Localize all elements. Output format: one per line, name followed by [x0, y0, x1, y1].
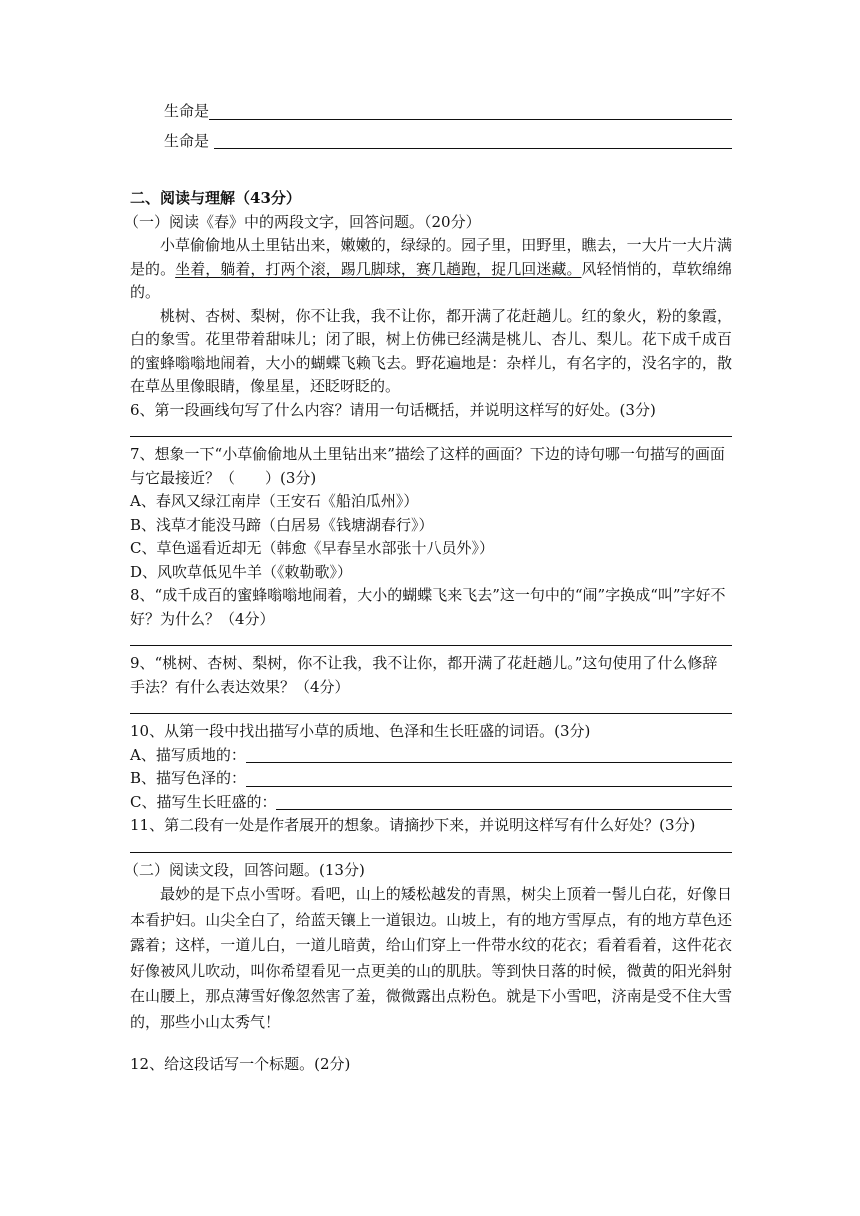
section-title: 二、阅读与理解（43分）: [130, 189, 301, 207]
question-12: 12、给这段话写一个标题。(2分): [130, 1055, 351, 1073]
q7-option-d[interactable]: D、风吹草低见牛羊（《敕勒歌》）: [130, 562, 353, 581]
part1-heading: （一）阅读《春》中的两段文字，回答问题。（20分）: [124, 212, 481, 231]
question-7: 7、想象一下“小草偷偷地从土里钻出来”描绘了这样的画面？下边的诗句哪一句描写的画面与它最接近？（ ）(3分): [130, 445, 725, 487]
q10-item-label: B、描写色泽的：: [130, 769, 247, 787]
question-9: 9、“桃树、杏树、梨树，你不让我，我不让你，都开满了花赶趟儿。”这句使用了什么修辞手法？有什么表达效果？（4分）: [130, 654, 718, 696]
answer-line-q6[interactable]: [130, 422, 732, 437]
answer-line-q11[interactable]: [130, 838, 732, 853]
answer-line-q9[interactable]: [130, 699, 732, 714]
question-11: 11、第二段有一处是作者展开的想象。请摘抄下来，并说明这样写有什么好处？(3分): [130, 816, 696, 834]
q10-item-label: C、描写生长旺盛的：: [130, 792, 277, 811]
q10-item-b[interactable]: [130, 767, 732, 791]
blank-line[interactable]: [276, 791, 732, 810]
passage-para-2: 桃树、杏树、梨树，你不让我，我不让你，都开满了花赶趟儿。红的象火，粉的象霞，白的象雪。花里带着甜味儿；闭了眼，树上仿佛已经满是桃儿、杏儿、梨儿。花下成千成百的蜜蜂嗡嗡地闹着，大小的蝴蝶飞赖飞去。野花遍地是：杂样儿，有名字的，没名字的，散在草丛里像眼睛，像星星，还眨呀眨的。: [130, 306, 732, 395]
blank-line[interactable]: [209, 101, 732, 120]
para1-underlined-sentence: 坐着，躺着，打两个滚，踢几脚球，赛几趟跑，捉几回迷藏。: [175, 259, 582, 278]
passage-part2: 最妙的是下点小雪呀。看吧，山上的矮松越发的青黑，树尖上顶着一髻儿白花，好像日本看护妇。山尖全白了，给蓝天镶上一道银边。山坡上，有的地方雪厚点，有的地方草色还露着；这样，一道儿白，一道儿暗黄，给山们穿上一件带水纹的花衣；看着看着，这件花衣好像被风儿吹动，叫你希望看见一点更美的山的肌肤。等到快日落的时候，微黄的阳光斜射在山腰上，那点薄雪好像忽然害了羞，微微露出点粉色。就是下小雪吧，济南是受不住大雪的，那些小山太秀气！: [130, 885, 732, 1031]
question-10: 10、从第一段中找出描写小草的质地、色泽和生长旺盛的词语。(3分): [130, 722, 591, 740]
answer-line-q8[interactable]: [130, 631, 732, 646]
fill-line-label: 生命是: [164, 131, 214, 150]
q10-item-c[interactable]: [130, 791, 732, 815]
fill-line-1[interactable]: [164, 100, 732, 124]
blank-line[interactable]: [246, 768, 732, 787]
q7-option-b[interactable]: B、浅草才能没马蹄（白居易《钱塘湖春行》）: [130, 515, 434, 534]
fill-line-label: 生命是: [164, 102, 210, 120]
blank-line[interactable]: [214, 130, 732, 149]
q7-option-c[interactable]: C、草色遥看近却无（韩愈《早春呈水部张十八员外》）: [130, 539, 494, 557]
para1-text-a: 小草偷偷地从土里钻出来，嫩嫩的，绿绿的。园子里，田野里，瞧去，一大片一大片满是的。: [130, 236, 732, 278]
q10-item-label: A、描写质地的：: [130, 745, 246, 764]
fill-lines: [130, 100, 732, 153]
blank-line[interactable]: [246, 744, 732, 763]
question-6: 6、第一段画线句写了什么内容？请用一句话概括，并说明这样写的好处。(3分): [130, 400, 656, 419]
part2-heading: （二）阅读文段，回答问题。(13分): [124, 860, 365, 879]
exam-page: [124, 100, 732, 1077]
fill-line-2[interactable]: [164, 130, 732, 154]
para1-text-b: 风轻悄悄的，草软绵绵的。: [130, 259, 732, 301]
question-8: 8、“成千成百的蜜蜂嗡嗡地闹着，大小的蝴蝶飞来飞去”这一句中的“闹”字换成“叫”字好不好？为什么？（4分）: [130, 586, 726, 628]
q10-item-a[interactable]: [130, 744, 732, 768]
q7-option-a[interactable]: A、春风又绿江南岸（王安石《船泊瓜州》）: [130, 492, 419, 510]
passage-para-1: [130, 234, 732, 305]
